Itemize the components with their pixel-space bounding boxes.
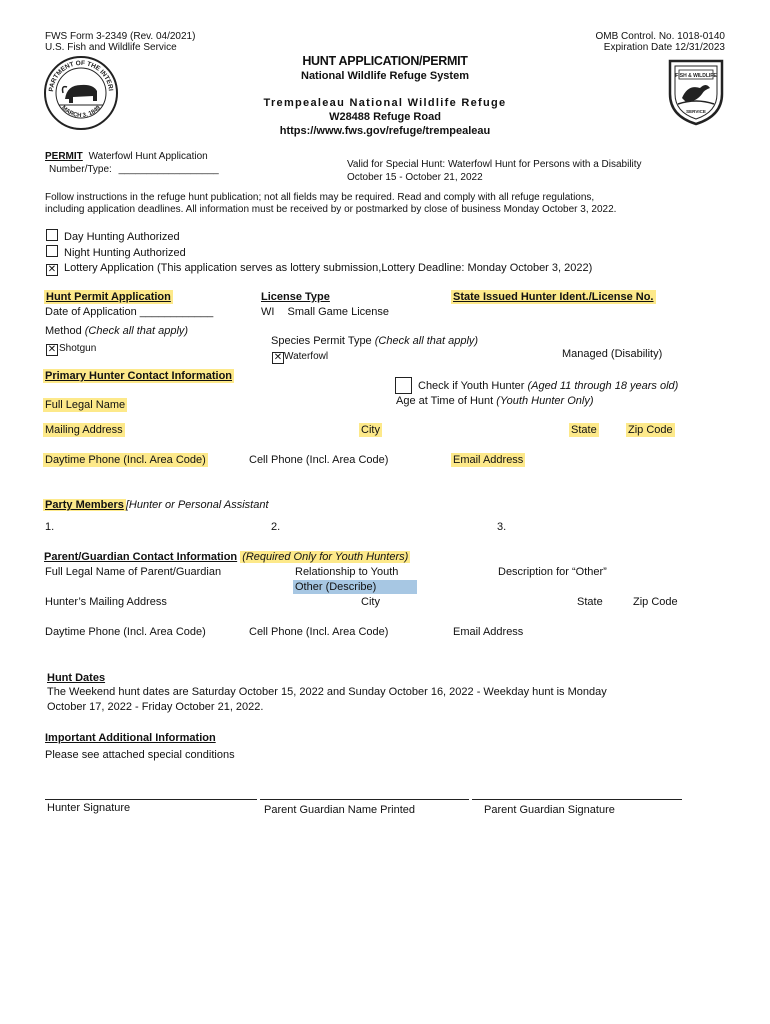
method-label: Method	[45, 325, 82, 337]
shotgun-label: Shotgun	[59, 343, 97, 354]
night-hunting-label: Night Hunting Authorized	[64, 247, 186, 259]
relationship-other-option[interactable]: Other (Describe)	[293, 580, 417, 594]
party-members-heading: Party Members	[45, 499, 124, 511]
hunt-permit-heading: Hunt Permit Application	[46, 291, 171, 303]
day-hunting-option[interactable]	[46, 229, 180, 244]
seal-top-text: PARTMENT OF THE INTERI	[47, 59, 114, 92]
guardian-state[interactable]: State	[577, 596, 603, 608]
permit-value: Waterfowl Hunt Application	[88, 151, 208, 162]
state-id-heading: State Issued Hunter Ident./License No.	[453, 291, 654, 303]
guardian-heading: Parent/Guardian Contact Information	[44, 551, 238, 563]
age-line	[396, 394, 594, 408]
party-member-1[interactable]: 1.	[45, 521, 55, 533]
guardian-full-name[interactable]: Full Legal Name of Parent/Guardian	[45, 566, 222, 578]
youth-hunter-label: Check if Youth Hunter	[418, 380, 525, 392]
omb-control: OMB Control. No. 1018-0140	[595, 31, 725, 42]
species-hint: (Check all that apply)	[374, 335, 479, 347]
refuge-address: W28488 Refuge Road	[329, 111, 441, 123]
full-legal-name-field[interactable]: Full Legal Name	[45, 399, 126, 411]
party-member-3[interactable]: 3.	[497, 521, 507, 533]
age-label: Age at Time of Hunt	[396, 395, 494, 407]
valid-for: Valid for Special Hunt: Waterfowl Hunt for Persons with a Disability	[347, 159, 642, 170]
guardian-signature-line[interactable]	[472, 799, 682, 800]
date-of-application[interactable]: Date of Application ____________	[45, 306, 214, 318]
fws-logo-top: FISH & WILDLIFE	[675, 73, 717, 79]
valid-dates: October 15 - October 21, 2022	[347, 172, 483, 183]
expiration-date: Expiration Date 12/31/2023	[603, 42, 725, 53]
permit-line	[45, 151, 208, 163]
email-address-field[interactable]: Email Address	[453, 454, 524, 466]
form-subtitle: National Wildlife Refuge System	[301, 70, 469, 82]
managed-disability: Managed (Disability)	[562, 348, 663, 360]
relationship-to-youth[interactable]: Relationship to Youth	[295, 566, 399, 578]
checkbox-shotgun-checked[interactable]: ✕	[47, 344, 57, 355]
license-state: WI	[261, 306, 275, 318]
important-info-heading: Important Additional Information	[45, 732, 216, 744]
guardian-signature-label: Parent Guardian Signature	[484, 804, 615, 816]
svg-text:MARCH 3, 1849	[60, 105, 102, 119]
age-hint: (Youth Hunter Only)	[496, 395, 594, 407]
method-line	[45, 324, 188, 338]
description-for-other[interactable]: Description for “Other”	[498, 566, 607, 578]
guardian-daytime-phone[interactable]: Daytime Phone (Incl. Area Code)	[45, 626, 206, 638]
guardian-mailing-address[interactable]: Hunter’s Mailing Address	[45, 596, 167, 608]
important-info-text: Please see attached special conditions	[45, 749, 235, 761]
party-member-2[interactable]: 2.	[271, 521, 281, 533]
guardian-zip-code[interactable]: Zip Code	[633, 596, 678, 608]
form-title: HUNT APPLICATION/PERMIT	[302, 54, 468, 68]
refuge-url[interactable]: https://www.fws.gov/refuge/trempealeau	[279, 125, 491, 137]
license-type-line	[261, 305, 389, 319]
primary-hunter-heading: Primary Hunter Contact Information	[45, 370, 233, 382]
youth-hunter-line	[418, 379, 678, 393]
license-type-heading: License Type	[261, 291, 330, 303]
hunt-dates-line-2: October 17, 2022 - Friday October 21, 2022.	[47, 701, 264, 713]
checkbox-youth-hunter[interactable]	[395, 377, 412, 394]
fws-logo-bottom: SERVICE	[686, 109, 706, 114]
checkbox-waterfowl-checked[interactable]: ✕	[273, 352, 283, 363]
checkbox-night-hunting[interactable]	[46, 245, 58, 257]
guardian-city[interactable]: City	[361, 596, 380, 608]
instructions-line-1: Follow instructions in the refuge hunt publication; not all fields may be required. Read and comply with all refuge regulations,	[45, 192, 595, 203]
fws-shield-icon	[666, 58, 726, 126]
city-field[interactable]: City	[361, 424, 380, 436]
checkbox-day-hunting[interactable]	[46, 229, 58, 241]
form-number: FWS Form 3-2349 (Rev. 04/2021)	[45, 31, 196, 42]
guardian-hint: (Required Only for Youth Hunters)	[242, 551, 409, 563]
youth-hunter-hint: (Aged 11 through 18 years old)	[527, 380, 679, 392]
instructions-line-2: including application deadlines. All information must be received by or postmarked by close of business Monday October 3, 2022.	[45, 204, 617, 215]
permit-number-field[interactable]: __________________	[118, 164, 219, 175]
hunter-signature-label: Hunter Signature	[47, 802, 131, 814]
doi-seal-icon	[43, 55, 119, 131]
refuge-name: Trempealeau National Wildlife Refuge	[263, 97, 507, 109]
state-field[interactable]: State	[571, 424, 597, 436]
waterfowl-label: Waterfowl	[284, 351, 329, 362]
zip-code-field[interactable]: Zip Code	[628, 424, 673, 436]
daytime-phone-field[interactable]: Daytime Phone (Incl. Area Code)	[45, 454, 206, 466]
species-line	[271, 334, 478, 348]
mailing-address-field[interactable]: Mailing Address	[45, 424, 123, 436]
permit-number-line	[49, 164, 219, 176]
party-members-hint: [Hunter or Personal Assistant	[125, 499, 269, 511]
party-members-line	[43, 498, 269, 512]
hunter-signature-line[interactable]	[45, 799, 257, 800]
guardian-cell-phone[interactable]: Cell Phone (Incl. Area Code)	[249, 626, 389, 638]
hunt-dates-heading: Hunt Dates	[47, 672, 106, 684]
guardian-email[interactable]: Email Address	[453, 626, 524, 638]
license-value: Small Game License	[287, 306, 390, 318]
guardian-heading-line	[44, 550, 410, 564]
species-label: Species Permit Type	[271, 335, 372, 347]
seal-bottom-text: MARCH 3, 1849	[60, 105, 102, 120]
permit-number-label: Number/Type:	[49, 164, 112, 175]
hunt-dates-line-1: The Weekend hunt dates are Saturday October 15, 2022 and Sunday October 16, 2022 - Weekday hunt is Monday	[47, 686, 607, 698]
guardian-name-line[interactable]	[260, 799, 469, 800]
agency-name: U.S. Fish and Wildlife Service	[45, 42, 177, 53]
lottery-label: Lottery Application (This application serves as lottery submission,Lottery Deadline: Monday October 3, 2022)	[64, 262, 593, 274]
waterfowl-option[interactable]	[272, 351, 328, 364]
permit-label: PERMIT	[45, 151, 83, 162]
shotgun-option[interactable]	[46, 343, 96, 356]
lottery-option[interactable]	[46, 261, 592, 276]
day-hunting-label: Day Hunting Authorized	[64, 231, 180, 243]
checkbox-lottery-checked[interactable]: ✕	[47, 264, 57, 275]
method-hint: (Check all that apply)	[84, 325, 189, 337]
night-hunting-option[interactable]	[46, 245, 186, 260]
cell-phone-field[interactable]: Cell Phone (Incl. Area Code)	[249, 454, 389, 466]
guardian-name-label: Parent Guardian Name Printed	[264, 804, 416, 816]
